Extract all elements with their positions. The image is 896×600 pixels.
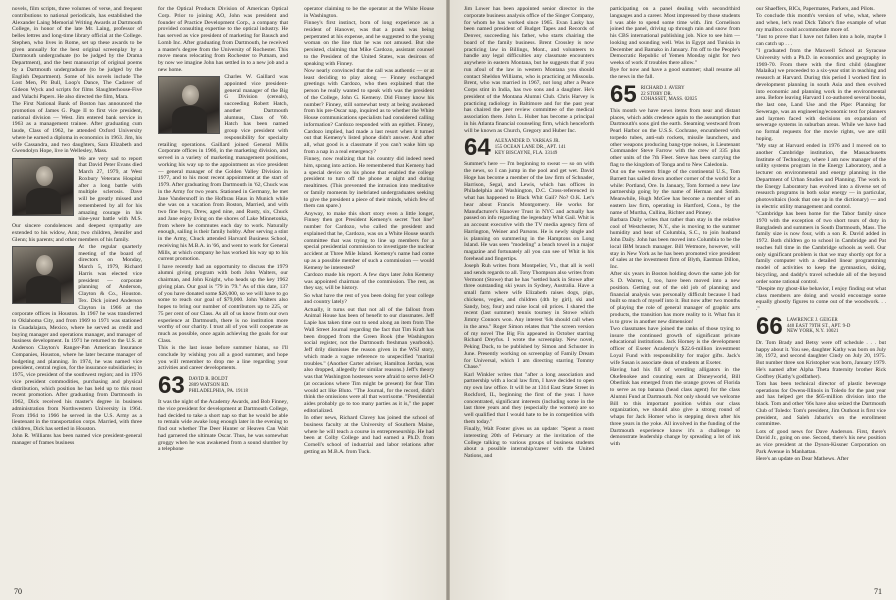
paragraph: Finney, now realizing that his country did indeed need him, sprang into action. He remembered that Kemeny had a special device on his phone that enabled the college president to turn off the phone at night and during mealtimes. (This prevented the intrusion into meditative or family moments by inebriated undergraduates seeking to give the president a piece of their minds, which few of them can spare.)	[304, 156, 434, 210]
page-number-left: 70	[14, 587, 22, 596]
paragraph: "Despite my ghost-like behavior, I enjoy finding out what class members are doing and would encourage some equally ghostly figures to come out of the woodwork. . . ."	[756, 285, 886, 312]
page-number-right: 71	[874, 587, 882, 596]
paragraph: Anyway, to make this short story even a little longer, Finney then got President Kemeny's secret "hot line" number for Cardozo, who called the president and explained that he, Cardozo, was on a White House search committee that was trying to line up members for a special presidential commission to investigate the nuclear accident at Three Mile Island. Kemeny's name had come up as a possible member of such a commission — would Kemeny be interested?	[304, 210, 434, 271]
paragraph: Now nearly convinced that the call was authentic — or at least deciding to play along — Finney exchanged greetings with Cardozo, who then explained that the person he really wanted to speak with was the president of the College, John G. Kemeny. Did Finney know his number? Finney, still somewhat testy at being awakened from his pre-Oscar nap, inquired as to whether the White House communications specialists had considered calling information? Cardozo responded with an epithet. Finney, Cardozo implied, had made a last resort when it turned out that Kemeny's listed phone didn't answer. And after all, what good is a classmate if you can't wake him up from a nap in a real emergency?	[304, 67, 434, 155]
secretary-city: KEY BISCAYNE, FLA. 33149	[494, 150, 558, 156]
paragraph: Summer's here — I'm beginning to sweat — so on with the news, so I can jump in the pool and get wet. David Hoge has become a member of the law firm of Schnader, Harrison, Segal, and Lewis, which has offices in Philadelphia and Washington, D.C. Cross-referenced in what has happened to Black Whit Gail? No? O.K. Let's hear about Francis Montgomery. He works for Manufacturer's Hanover Trust in NYC and actually has passed on info regarding the legendary Whit Gail. Whit is an account executive with the TV media agency firm of Harrington, Weiner and Parsons. He is newly single and is planning on summering in the Hamptons on Long Island. He was seen "modeling" a beach towel in a major magazine and fortunately all you can see of Whit is his forehead and fingertips.	[464, 161, 594, 262]
left-column-2	[158, 6, 288, 454]
paragraph: Here's an update on Dear Mathews. After	[756, 456, 849, 462]
paragraph: Bye for now and have a good summer; shall resume all the news in the fall.	[610, 67, 740, 80]
paragraph: Tom has been technical director of plastic beverage operations for Owens-Illinois in Toledo for the past year and has helped get the $65-million division into the black. Tom and other '66s have also seized the Dartmouth Club of Toledo: Tom's president, Jim Outhout is first vice president, and Saleh Jabaris's on the enrollment committee.	[756, 380, 886, 428]
paragraph: Joseph Ruh writes from Montpelier, Vt., that all is well and sends regards to all. Tony Thompson also writes from Vermont (Stowe) that he has "settled back in Stowe after three outstanding ski years in Sydney, Australia. Have a small farm where wife Elizabeth raises dogs, pigs, chickens, vegies, and children (4th by girl), ski and Sandy, boy, four) and raise local oil prices. I shared the recent (last summer) tennis tourney in Stowe which Jimmy Connors won. Any interest '64s should call when in the area." Roger Simon relates that "the screen version of my novel The Big Fix appeared in October starring Richard Dreyfus. I wrote the screenplay. New novel, Peking Duck, to be published by Simon and Schuster in June. Presently working on screenplay of Family Dream for Universal, which I am directing starring Tommy Chase."	[464, 263, 594, 371]
paragraph: operator claiming to be the operator at the White House in Washington.	[304, 6, 434, 19]
right-column-2	[610, 6, 740, 448]
class-secretary-address	[641, 85, 697, 103]
class-secretary-address	[189, 376, 248, 394]
paragraph: John R. Williams has been named vice president-general manager of frames business	[12, 433, 142, 446]
paragraph: This is the last issue before summer hiatus, so I'll conclude by wishing you all a good summer, and hope you will remember to drop me a line regarding your activities and career developments.	[158, 345, 288, 372]
secretary-street: 155 OCEAN LANE DR., APT. 141	[494, 145, 566, 151]
secretary-street: 22 STORY DR.	[640, 91, 673, 97]
paragraph: Actually, it turns out that not all of the fallout from Animal House has been of benefit to our classmates. Jeff Lapie has taken time out to send along an item from The Wall Street Journal regarding the fact that Tim Kraft has been dropped from the Green Book (the Washington social register, not the Dartmouth freshman yearbook). Jeff drily dismisses the reason given in the WSJ story, which made a vague reference to unspecified "marital troubles." (Another Carter adviser, Hamilton Jordan, was also dropped, allegedly for similar reasons.) Jeff's theory was that Washington hostesses were afraid to serve Jell-O (at occasions where Tim might be present) for fear Tim would act like Bluto. "The Journal, for the record, didn't think the omissions were all that worrisome. "Presidential aides probably go to too many parties as it is," the paper editorialized.	[304, 306, 434, 414]
paragraph: We are very sad to report that David Peter Evans died March 27, 1979, at West Roxbury Veterans Hospital after a long battle with multiple sclerosis. Dave will be greatly missed and remembered by all for his amazing courage in his nine-year battle with M.S. Our sincere condolences and deepest sympathy are extended to his widow, Ann; two children, Jennifer and Glenn; his parents; and other members of his family.	[12, 155, 142, 243]
class-entry-64	[464, 134, 594, 162]
right-column-1	[464, 6, 594, 460]
paragraph: Charles W. Gaillard was appointed vice president-general manager of the Big G Division (cereals), succeeding Robert Hatch, another Dartmouth alumnus, Class of '60. Hatch has been named group vice president with responsibility for specialty retailing operations. Gaillard joined General Mills Corporate offices in 1966, in the marketing division, and served in a variety of marketing management positions, working his way up to the appointment as vice president — general manager of the Golden Valley Division in 1977, and to his most recent appointment at the start of 1979. After graduating from Dartmouth in '62, Chuck was in the Army for two years. Stationed in Germany, he met Jane Vandersnoff in the Hofbrau Haus in Munich while she was on a vacation from Boston, Married, and with two fine boys, Drew, aged nine, and Rusty, six, Chuck and Jane enjoy living on the shores of Lake Minnetonka, from where he commutes each day to work. Naturally enough, sailing is their family hobby. After serving a stint in the Army, Chuck attended Harvard Business School, receiving his M.B.A. in '66, and went to work for General Mills, at which company he has worked his way up to his current promotion.	[158, 74, 288, 263]
paragraph: So what have the rest of you been doing for your college and country lately?	[304, 292, 434, 306]
paragraph: Two classmates have joined the ranks of those trying to insure the continued growth of significant private educational institutions. Jack Horney is the development officer of Exeter Academy's $22.6-million investment Loyal Fund with responsibility for major gifts. Jack's wife Susan is associate dean of students at Exeter.	[610, 325, 740, 366]
secretary-street: 2809 WATSON RD.	[188, 382, 230, 388]
secretary-city: NEW YORK, N.Y. 10021	[786, 329, 839, 335]
class-entry-66	[756, 312, 886, 340]
paragraph: Barbara Daily writes that rather than stay in the relative cool of Westchester, N.Y., she is moving to the summer humidity and heat of Columbia, S.C., to join husband John Daily. John has been moved into Columbia to be the local IBM branch manager. Bill Wetmore, however, will stay in New York as he has been promoted vice president of sales at the investment firm of Blyth, Eastman Dillon, Inc.	[610, 216, 740, 270]
paragraph: for the Optical Products Division of American Optical Corp. Prior to joining AO, John was president and founder of Practice Development Corp., a company that provided consulting expertise to the optical industry. He has served as vice president of marketing for Bausch and Lomb Inc. After graduating from Dartmouth, he received a master's degree from the University of Rochester. This move means relocating from Rochester to Putnam, and by now we imagine John has settled in to a new job and a new home.	[158, 6, 288, 73]
class-year-number: 65	[610, 80, 637, 108]
secretary-street: 440 EAST 79TH ST., APT. 9-D	[786, 323, 851, 329]
paragraph: At the regular quarterly meeting of the board of directors on Monday, March 5, 1979, Richard Harris was elected vice president — corporate planning of Anderson, Clayton & Co., Houston. Tex. Dick joined Anderson Clayton in 1966 at the corporate offices in Houston. In 1967 he was transferred to Oklahoma City, and from 1969 to 1971 was stationed in Guadalajara, Mexico, where he served as credit and buying manager and operations manager, and manager of business development. In 1971 he returned to the U.S. at Anderson Clayton's Ranger-Pan American Insurance Companies, Houston, where he later became manager of budgeting and planning. In 1974, he was named vice president, central region, for the insurance subsidiaries; in 1975, vice president of the southwest region; and in 1976 vice president commodities, purchasing and physical distribution, which position he has held up to this most recent promotion. After graduating from Dartmouth in 1962, Dick received his master's degree in business administration from Northwestern University in 1964. From 1964 to 1966 he served in the U.S. Army as a lieutenant in the transportation corps. Married, with three children, Dick has settled in Houston.	[12, 243, 142, 432]
paragraph: Having had his fill of wrestling alligators in the Okefenokee and counting ears at Disneyworld, Bill Oberlink has emerged from the orange groves of Florida to serve as top banana (head class agent) for the class Alumni Fund at Dartmouth. Not only should we welcome Bill to this important position within our class organization, we should also give a strong round of whaps for Jack Homer who is stepping down after his three years in the yoke. All involved in the funding of the Dartmouth experience know it's a challenge to demonstrate leadership change by spreading a lot of ink with	[610, 366, 740, 447]
class-secretary-address	[495, 138, 566, 156]
paragraph: "My stay at Harvard ended in 1976 and I moved on to another Cambridge institution, the Massachusetts Institute of Technology, where I am now manager of the utility systems program in the Energy Laboratory, and a lecturer on environmental and energy planning in the Department of Urban Studies and Planning. The work in the Energy Laboratory has evolved into a diverse set of research programs in both solar energy — in particular, photovoltaics (look that one up in the dictionary) — and in electric utility management and control.	[756, 143, 886, 210]
paragraph: To conclude this month's version of who, what, where and when, let's read Dick Tabor's fine example of what my mailbox could accommodate more of.	[756, 13, 886, 33]
paragraph: Cardozo made his report. A few days later John Kemeny was appointed chairman of the commission. The rest, as they say, will be history.	[304, 271, 434, 292]
class-entry-63	[158, 372, 288, 399]
paragraph: Finney's first instinct, born of long experience as a resident of Hanover, was that a prank was being perpetrated at his expense, and he suggested to the young woman on the line that he was not amused. But she persisted, claiming that Mike Cardozo, assistant counsel to the President of the United States, was desirous of speaking with Finney.	[304, 20, 434, 67]
paragraph: "Cambridge has been home for the Tabor family since 1970 with the exception of two short tours of duty in Bangladesh and summers in South Dartmouth, Mass. The family size is now four, with a son R. David added in 1972. Both children go to school in Cambridge and Pat teaches full time in the Cambridge schools as well. Our only significant problem is that we may shortly opt for a family computer with a detailed linear programming model of activities to keep the gymnastics, skiing, bicycling, and daddy's travel schedule all of the beyond order some rational control.	[756, 211, 886, 285]
secretary-city: PHILADELPHIA, PA. 19118	[188, 388, 248, 394]
class-secretary-address	[787, 317, 851, 335]
paragraph: novels, film scripts, three volumes of verse, and frequent contributions to national periodicals, has established the Alexander Laing Memorial Writing Awards at Dartmouth College, in honor of the late Mr. Laing, professor of belles lettres and long-time library official at the College. Stephen, who lives in Rome, set up these awards to be given annually for the best original screenplay by a Dartmouth undergraduate (to be judged by the Drama Department), and the best manuscript of original poems by a Dartmouth undergraduate (to be judged by the English Department). Some of his novels include The Lost Men, Pit Bull, Loop's Dance, The Cadaver of Gideon Wyck and scripts for films Slaughterhouse-Five and Valachi Papers. He also directed the film, Mara.	[12, 6, 142, 100]
class-year-number: 63	[158, 372, 185, 399]
class-year-number: 66	[756, 312, 783, 340]
secretary-city: COHASSET, MASS. 02025	[640, 97, 698, 103]
paragraph: It was the night of the Academy Awards, and Bob Finney, the vice president for development at Dartmouth College, had decided to take a short nap so that he would be able to remain wide awake long enough later in the evening to find out whether The Deer Hunter or Heaven Can Wait had garnered the ultimate Oscar. Thus, he was somewhat groggy when he was awakened from a sound slumber by a telephone	[158, 399, 288, 453]
paragraph: In other news, Richard Clavey has joined the school of business faculty at the University of Southern Maine, where he will teach a course in entrepreneurship. He had been at Colby College and had earned a Ph.D. from Cornell's school of industrial and labor relations after getting an M.B.A. from Tuck.	[304, 415, 434, 455]
page-gutter	[446, 0, 450, 600]
portrait-photo-harris	[12, 246, 74, 304]
paragraph: our Shaeffers, BICs, Papermates, Parkers, and Pilots.	[756, 6, 875, 12]
paragraph: Jim Lower has been appointed senior director in the corporate business analysis office of the Singer Company, for whom he has worked since 1965. Evan Lasky has been named president of Budget Tapes and Records of Denver, succeeding his father, who starts chairing the board of the family business. Brent Crossley is now practicing law in Billings, Mont., and volunteers to handle any legal difficulties any classmate encounters anywhere in eastern Montana, but he suggests that if you run afoul of the law in western Montana you should contact Sheldon Williams, who is practicing at Missoula. Brent, who was married in 1967, not long after a Peace Corps stint in India, has two sons and a daughter. He's president of the Montana Alumni Club. Chris Harvey is practicing radiology in Baltimore and for the past year has chaired the peer review committee of the medical association there. John L. Huber has become a principal in his Atlanta financial counseling firm, which henceforth will be known as Church, Gregory and Huber Inc.	[464, 6, 594, 134]
secretary-name: LAWRENCE J. GEIGER	[786, 317, 838, 323]
paragraph: "Just to prove that I have not fallen into a hole, maybe I can catch up . . .	[756, 34, 886, 47]
paragraph: Karl Winkler writes that "after a long association and partnership with a local law firm, I have decided to open my own law office. It will be at 1314 East State Street in Rockford, IL, beginning the first of the year. I have concentrated, significant interests (including some in the last three years and they (especially the women) are so well qualified that I would hate to be in competition with them today."	[464, 371, 594, 425]
portrait-photo-page	[12, 158, 74, 216]
paragraph: Lots of good news for Dave Anderson. First, there's David Jr., going on one. Second, there's his new position as vice president at the Dyson-Kissner Corporation on Park Avenue in Manhattan.	[756, 428, 886, 455]
paragraph: participating on a panel dealing with second/third languages and a career. Most impressed by those students I was able to spend some time with. Jim Cornelison joined the panel, driving up through rain and snow from his CBS international publishing job. Nice to see him — looking and sounding well. Was in Egypt and Tunisia in December and Bamako in January. I'm off to the People's Democratic Republic of Yemen Monday night for two weeks of work if troubles there allow."	[610, 6, 740, 66]
paragraph: After six years in Boston holding down the same job for S. D. Warren, I, too, have been moved into a new position. Getting out of the old job of planning and financial analysis was personally difficult because I had built so much of myself into it. But now after two months of playing the role of general manager of graphic arts products, the transition has more reality to it. What fun it is to grow in another new dimension!	[610, 271, 740, 325]
right-column-3	[756, 6, 886, 463]
paragraph: Finally, Walt Foster gives us an update: "Spent a most interesting 20th of February at the invitation of the College talking to various groups of business students about a possible internship/career with the United Nations, and	[464, 426, 594, 459]
portrait-photo-gaillard	[158, 76, 220, 134]
class-year-number: 64	[464, 134, 491, 162]
secretary-name: RICHARD J. AVERY	[640, 85, 685, 91]
left-column-1	[12, 6, 142, 447]
paragraph: I have recently had an opportunity to discuss the 1979 alumni giving program with both John Walters, our chairman, and John Knight, who heads up the key 1962 giving plan. Our goal is "79 in '79." As of this date, 137 of you have donated some $26,000, so we will have to go some to reach our goal of $79,000. John Walters also hopes to bring our number of contributors up to 225, or 75 per cent of our Class. As all of us know from our own experience at Dartmouth, there is no institution more worthy of our charity. I trust all of you will cooperate as much as possible, once again achieving the goals for our Class.	[158, 263, 288, 344]
left-column-3	[304, 6, 434, 456]
class-entry-65	[610, 80, 740, 108]
paragraph: Dr. Tom Brady and Betsy were off schedule . . . but happy about it. You see, daughter Kathy was born on July 30, 1972, and second daughter Cindy on July 20, 1975. But number three son Kristopher was born, January 1979. He's named after Alpha Theta fraternity brother Rick Godfrey (Kathy's godfather).	[756, 339, 886, 380]
paragraph: The First National Bank of Boston has announced the promotion of James G. Page II to first vice president, national division — West. Jim entered bank service in 1963 as a management trainee. After graduating cum laude, Class of 1962, he attended Oxford University where he earned a diploma in economics in 1963. Jim, his wife Cassandra, and two daughters, Sara Elizabeth and Gwendolyn Hope, live in Wellesley, Mass.	[12, 101, 142, 155]
right-page	[448, 0, 896, 600]
paragraph: "I graduated from the Maxwell School at Syracuse University with a Ph.D. in economics and geography in 1969-70. From there with the first child (daughter Malaika) we proceeded to a six-year stint in teaching and research at Harvard. During this period I worked first in development planning in south Asia and then evolved into economic and planning work in the environmental area. Before leaving Harvard I co-authored several books, the last one, Land Use and the Pipe: Planning for Sewerage, was an engineering/economic text for planners and laymen faced with decisions on expansion of sewerage systems in suburban areas. While we have had no formal requests for the movie rights, we are still hoping.	[756, 48, 886, 142]
secretary-name: ALEXANDER D. VARKAS JR.	[494, 139, 560, 145]
paragraph: This month we have news items from near and distant places, which adds credence again to the assumption that Dartmouth's sons gird the earth. Steaming westward from Pearl Harbor on the U.S.S. Cochrane, encumbered with torpedo tubes, anti-sub rockets, missile launchers, and other weapons producing bang-type noises, is Lieutenant Commander Steve Farrow with the crew of 335 plus other units of the 7th Fleet. Steve has been carrying the flag to the kingdom of Tonga and to New Caledonia.	[610, 107, 740, 168]
paragraph: Out on the western fringe of the continental U.S., Tom Barnett has sailed down another corner of the world for a while: Portland, Ore. In January, Tom formed a new law partnership going by the name of Herman and Smith. Meanwhile, Hugh McGee has become a member of an eastern law firm, operating in Hartford, Conn., by the name of Murtha, Cullina, Richter and Pinney.	[610, 169, 740, 216]
secretary-name: DAVID R. BOLDT	[188, 377, 228, 382]
